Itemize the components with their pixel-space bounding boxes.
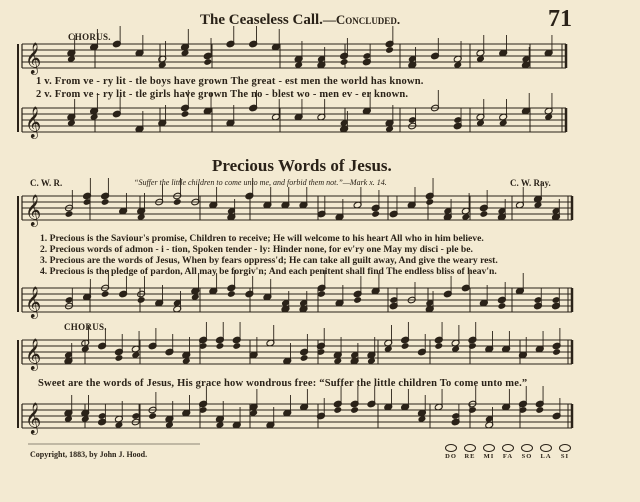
solfa-label: SO <box>521 453 533 460</box>
note-s2-treble <box>173 198 182 206</box>
clef-icon: 𝄞 <box>25 285 42 318</box>
credit-author: C. W. R. <box>30 178 63 188</box>
note-ch-treble <box>300 354 309 362</box>
title-main: The Ceaseless Call. <box>200 12 323 28</box>
chorus-label-2: CHORUS. <box>64 322 107 332</box>
clef-icon: 𝄞 <box>25 401 42 434</box>
solfa-label: MI <box>483 453 495 460</box>
note-ch-bass <box>350 406 359 414</box>
clef-icon: 𝄞 <box>25 337 42 370</box>
chorus-label-1: CHORUS. <box>68 32 111 42</box>
solfa-label: DO <box>445 453 457 460</box>
clef-icon: 𝄞 <box>25 193 42 226</box>
solfa-label: RE <box>464 453 476 460</box>
note-s2-bass <box>101 290 110 298</box>
title-suffix: —Concluded. <box>322 12 401 27</box>
stanza-2: 2. Precious words of admon - i - tion, Spoken tender - ly: Hinder none, for ev'ry one May my disci - ple be. <box>40 244 473 255</box>
solfa-label: LA <box>540 453 552 460</box>
note-ch-bass <box>148 412 157 420</box>
note-ch-treble <box>232 342 241 350</box>
lyric-verse-1: 1 v. From ve - ry lit - tle boys have grown The great - est men the world has known. <box>36 76 424 87</box>
clef-icon: 𝄞 <box>25 41 42 74</box>
note-s1-treble <box>385 46 394 54</box>
lyric-verse-2: 2 v. From ve - ry lit - tle girls have grown The no - blest wo - men ev - er known. <box>36 89 409 100</box>
note-s2-bass <box>353 296 362 304</box>
stanza-1: 1. Precious is the Saviour's promise, Children to receive; He will welcome to his heart All who in him believe. <box>40 233 484 244</box>
note-ch-bass <box>535 406 544 414</box>
note-s2-bass <box>497 302 506 310</box>
solfa-label: FA <box>502 453 514 460</box>
note-ch-treble <box>434 342 443 350</box>
note-s1-treble <box>340 58 349 66</box>
note-s1-bass <box>181 110 190 118</box>
note-s2-bass <box>137 296 146 304</box>
clef-icon: 𝄞 <box>25 105 42 138</box>
copyright-notice: Copyright, 1883, by John J. Hood. <box>30 450 148 459</box>
note-ch-bass <box>333 406 342 414</box>
epigraph: “Suffer the little children to come unto me, and forbid them not.”—Mark x. 14. <box>134 178 387 187</box>
credit-composer: C. W. Ray. <box>510 178 551 188</box>
chorus-lyric: Sweet are the words of Jesus, His grace how wondrous free: “Suffer the little children To come unto me.” <box>38 378 528 389</box>
note-s2-treble <box>479 210 488 218</box>
stanza-3: 3. Precious are the words of Jesus, When by fears oppress'd; He can take all guilt away, And give the weary rest. <box>40 255 498 266</box>
note-ch-treble <box>468 342 477 350</box>
note-s2-treble <box>65 210 74 218</box>
hymn-title: Precious Words of Jesus. <box>212 156 392 175</box>
note-ch-treble <box>114 354 123 362</box>
note-s2-bass <box>227 290 236 298</box>
note-ch-treble <box>215 342 224 350</box>
note-ch-bass <box>468 406 477 414</box>
note-s1-treble <box>203 58 212 66</box>
note-s2-treble <box>371 210 380 218</box>
note-ch-treble <box>552 348 561 356</box>
page-number: 71 <box>548 6 572 32</box>
note-ch-treble <box>401 342 410 350</box>
note-s2-treble <box>101 198 110 206</box>
stanza-4: 4. Precious is the pledge of pardon, All may be forgiv'n; And each penitent shall find The endless bliss of heav'n. <box>40 266 497 277</box>
solfa-label: SI <box>560 453 570 460</box>
note-s2-treble <box>425 198 434 206</box>
